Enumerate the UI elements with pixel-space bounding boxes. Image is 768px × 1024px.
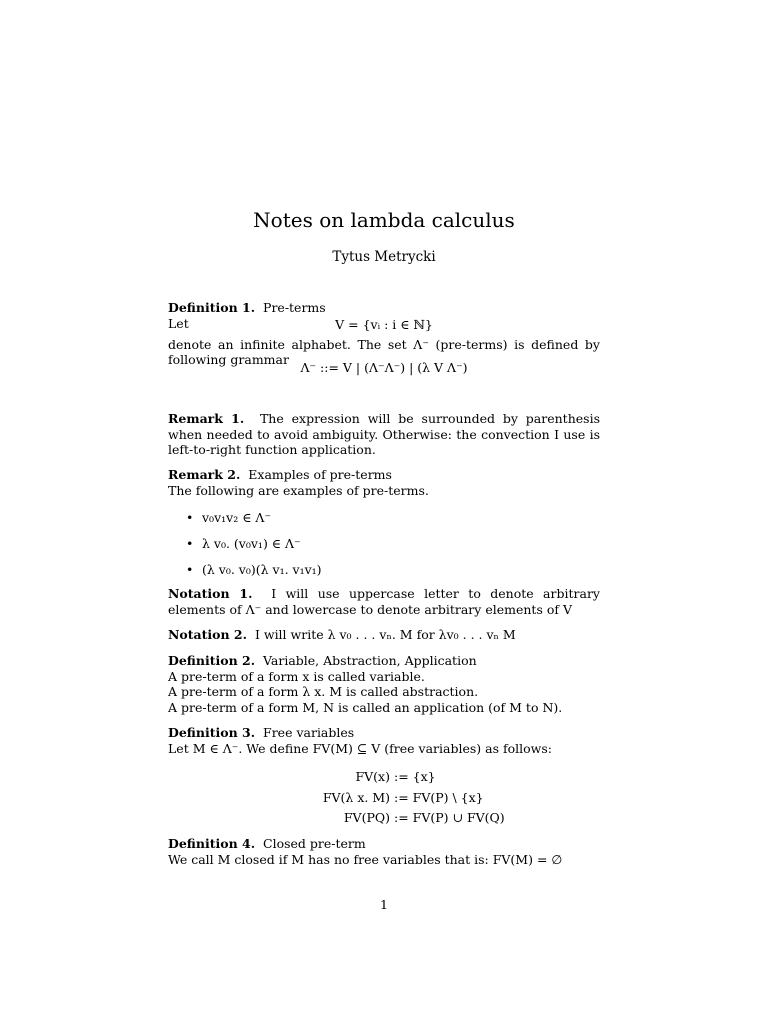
definition-4 xyxy=(168,836,600,867)
definition-3-heading: Free variables xyxy=(263,725,355,740)
definition-1-text: denote an infinite alphabet. The set Λ⁻ (pre-terms) is defined by following grammar xyxy=(168,336,600,367)
bullet-icon: • xyxy=(186,536,194,551)
alphabet-formula: V = {vᵢ : i ∈ ℕ} xyxy=(335,317,433,332)
remark-2-intro: The following are examples of pre-terms. xyxy=(168,482,429,498)
definition-1-intro: Let xyxy=(168,315,189,331)
remark-1 xyxy=(168,411,600,458)
definition-1-heading: Pre-terms xyxy=(263,300,326,315)
document-title: Notes on lambda calculus xyxy=(253,208,515,232)
list-item: • (λ v₀. v₀)(λ v₁. v₁v₁) xyxy=(186,562,322,577)
definition-1-label: Definition 1. xyxy=(168,300,256,315)
list-item: • v₀v₁v₂ ∈ Λ⁻ xyxy=(186,510,272,525)
definition-1 xyxy=(168,300,600,375)
notation-2 xyxy=(168,627,600,643)
definition-4-heading: Closed pre-term xyxy=(263,836,366,851)
grammar-formula: Λ⁻ ::= V | (Λ⁻Λ⁻) | (λ V Λ⁻) xyxy=(300,359,468,375)
remark-2-heading: Examples of pre-terms xyxy=(248,467,392,482)
remark-1-label: Remark 1. xyxy=(168,411,245,426)
document-author: Tytus Metrycki xyxy=(332,249,436,265)
application-definition-line: A pre-term of a form M, N is called an application (of M to N). xyxy=(168,699,563,715)
definition-4-text: We call M closed if M has no free variables that is: FV(M) = ∅ xyxy=(168,851,563,867)
definition-3-label: Definition 3. xyxy=(168,725,256,740)
definition-4-label: Definition 4. xyxy=(168,836,256,851)
notation-2-text: I will write λ v₀ . . . vₙ. M for λv₀ . . . vₙ M xyxy=(254,627,516,642)
bullet-icon: • xyxy=(186,510,194,525)
remark-1-text: The expression will be surrounded by parenthesis when needed to avoid ambiguity. Otherwise: the convection I use is left-to-right function application. xyxy=(168,411,600,457)
bullet-icon: • xyxy=(186,562,194,577)
notation-1-label: Notation 1. xyxy=(168,586,253,601)
notation-2-label: Notation 2. xyxy=(168,627,247,642)
definition-2 xyxy=(168,653,600,715)
examples-list xyxy=(186,510,322,588)
equation-row: FV(λ x. M) := FV(P) \ {x} xyxy=(322,789,484,805)
page-number: 1 xyxy=(380,897,388,912)
definition-2-heading: Variable, Abstraction, Application xyxy=(263,653,477,668)
abstraction-definition-line: A pre-term of a form λ x. M is called abstraction. xyxy=(168,684,479,699)
equation-row: FV(x) := {x} xyxy=(355,769,436,784)
definition-3-text: Let M ∈ Λ⁻. We define FV(M) ⊆ V (free variables) as follows: xyxy=(168,740,552,756)
remark-2-label: Remark 2. xyxy=(168,467,241,482)
notation-1 xyxy=(168,586,600,617)
list-item: • λ v₀. (v₀v₁) ∈ Λ⁻ xyxy=(186,536,301,551)
variable-definition-line: A pre-term of a form x is called variable. xyxy=(168,668,425,684)
equation-row: FV(PQ) := FV(P) ∪ FV(Q) xyxy=(343,810,505,825)
definition-2-label: Definition 2. xyxy=(168,653,256,668)
notation-1-text: I will use uppercase letter to denote arbitrary elements of Λ⁻ and lowercase to denote arbitrary elements of V xyxy=(168,586,600,617)
definition-3 xyxy=(168,725,600,756)
free-variables-equations xyxy=(0,769,768,831)
remark-2 xyxy=(168,467,600,498)
